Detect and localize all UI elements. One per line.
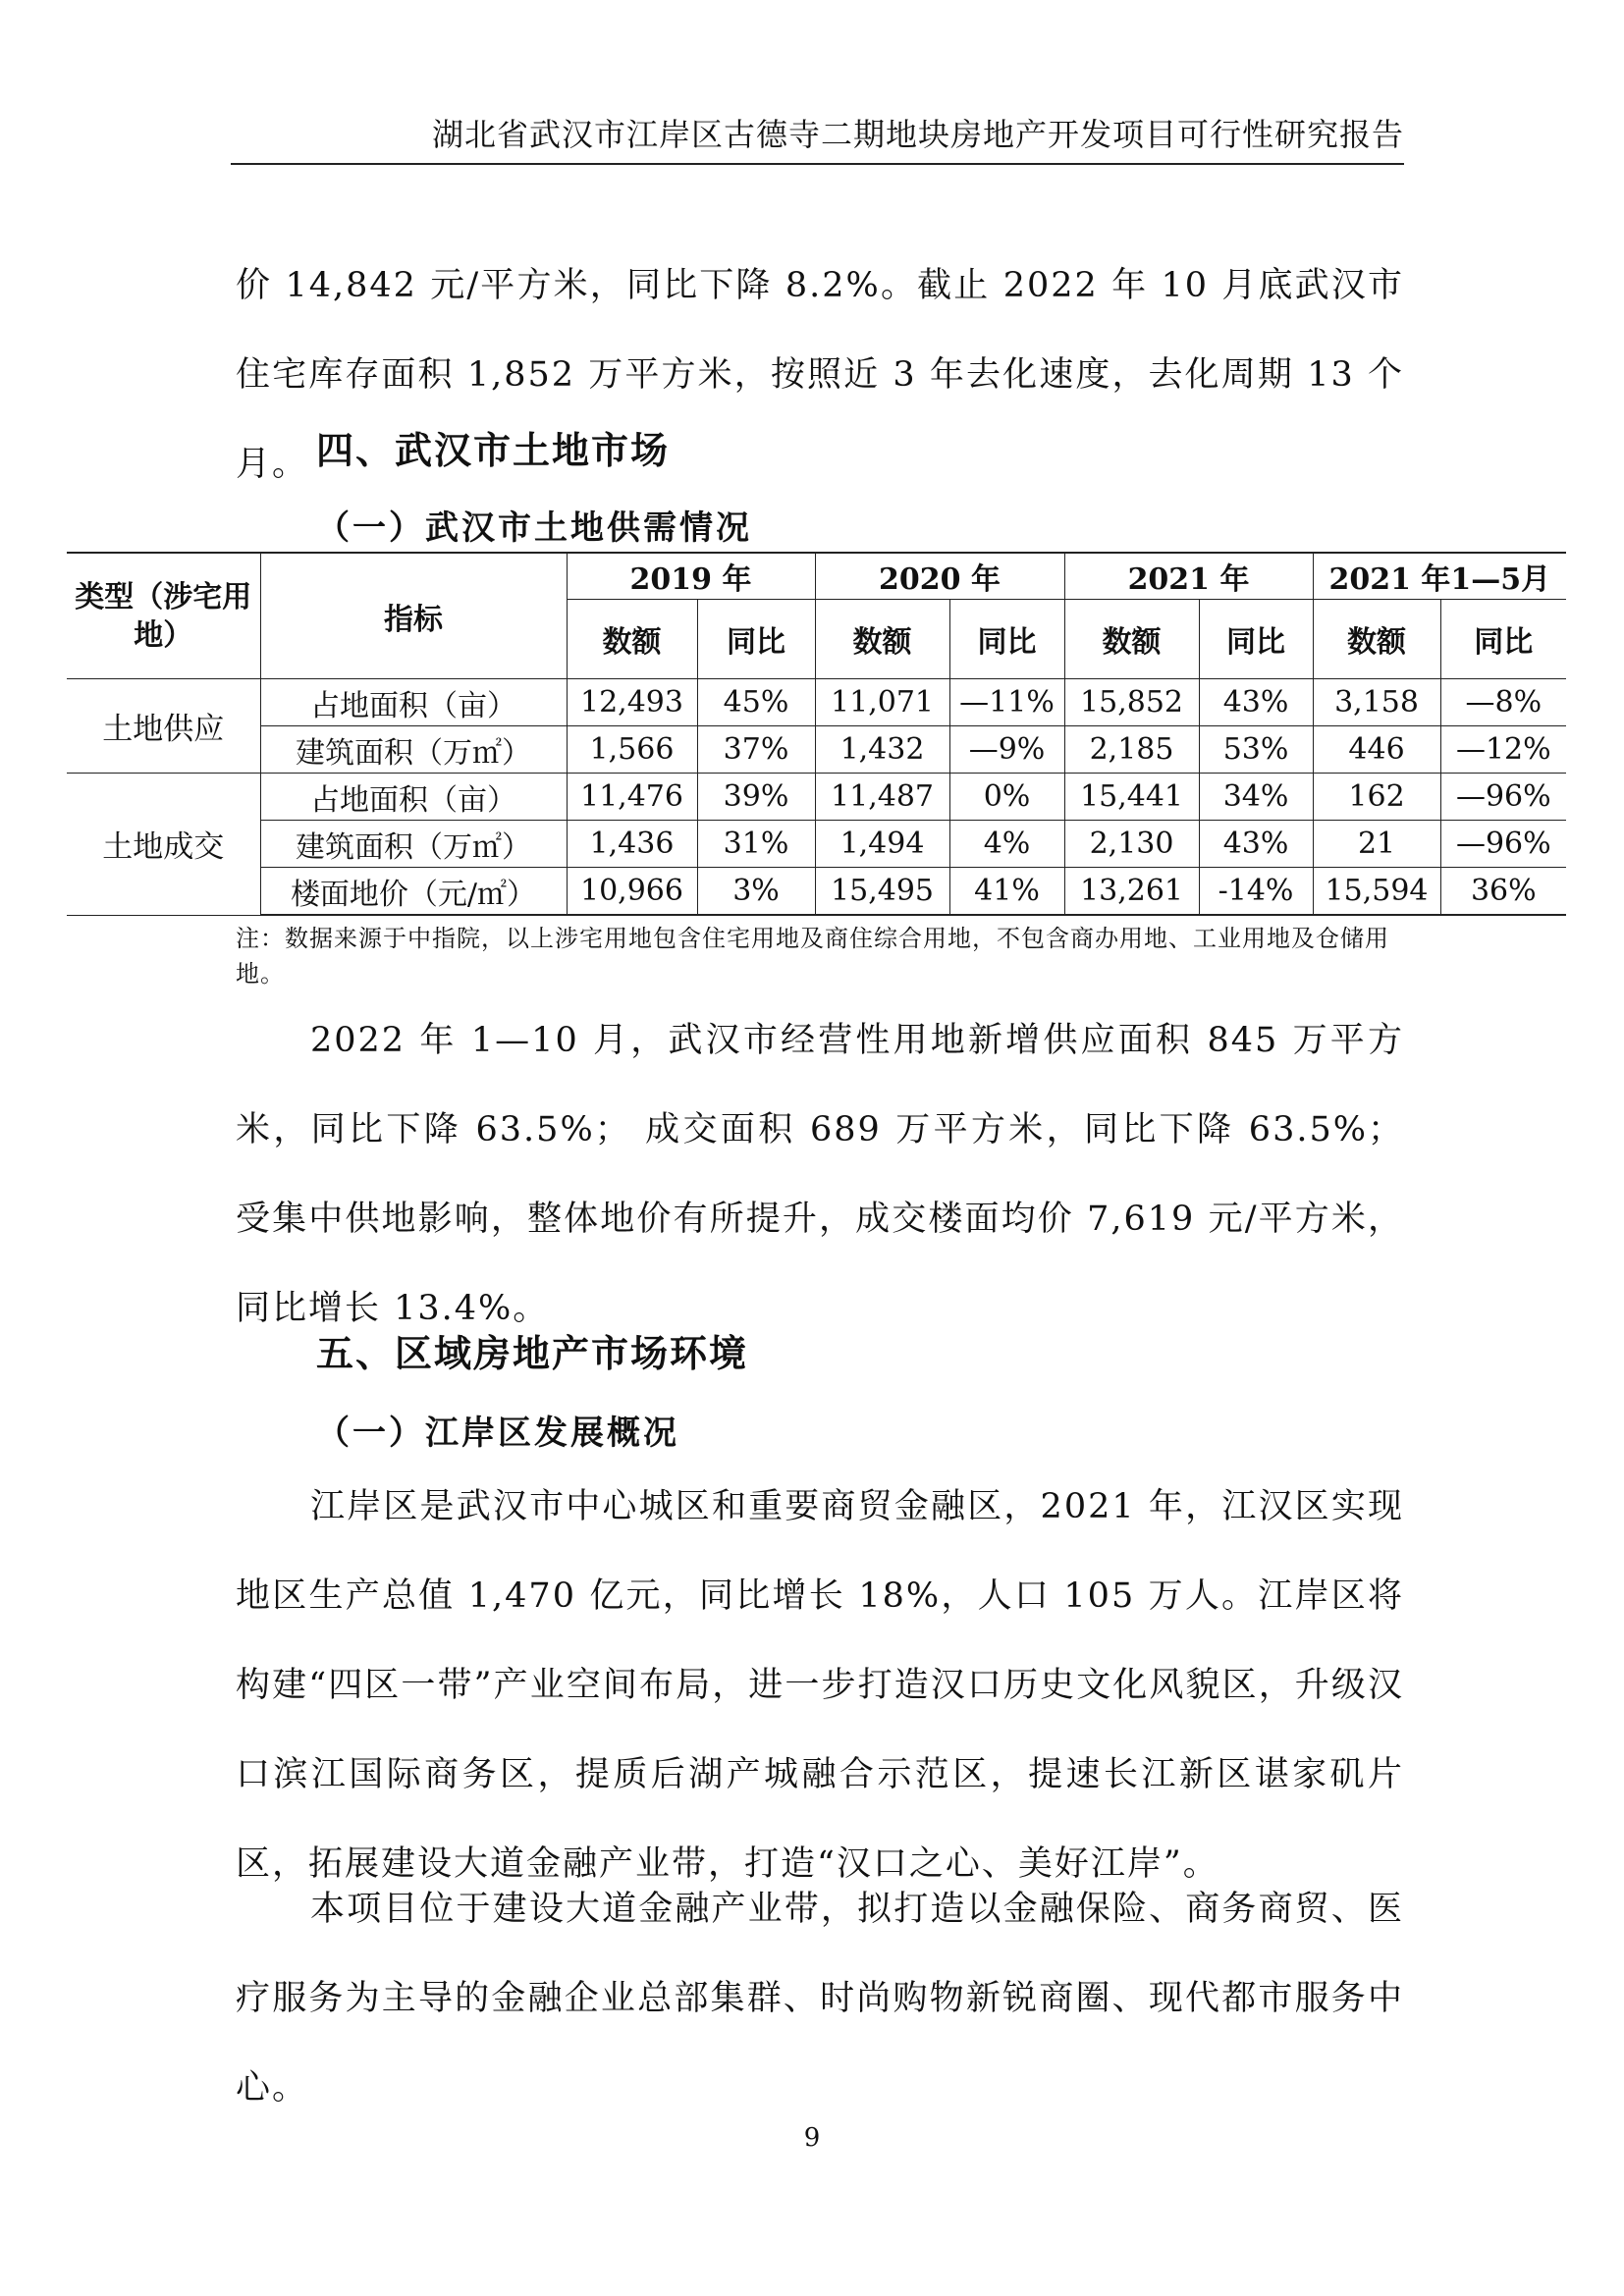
table-row [67, 726, 1566, 774]
paragraph-jiangan-district: 江岸区是武汉市中心城区和重要商贸金融区，2021 年，江汉区实现地区生产总值 1,470 亿元，同比增长 18%，人口 105 万人。江岸区将构建“四区一带”产业空间布局，进一步打造汉口历史文化风貌区，升级汉口滨江国际商务区，提质后湖产城融合示范区，提速长江新区谌家矶片区，拓展建设大道金融产业带，打造“汉口之心、美好江岸”。 [236, 1487, 1404, 1884]
document-header: 湖北省武汉市江岸区古德寺二期地块房地产开发项目可行性研究报告 [431, 116, 1404, 153]
heading-land-market: 四、武汉市土地市场 [316, 429, 671, 472]
table-cell: 41% [949, 868, 1064, 916]
table-cell: 12,493 [567, 679, 697, 726]
table-cell: 11,071 [815, 679, 949, 726]
table-cell: -14% [1199, 868, 1313, 916]
sub-header-amount: 数额 [567, 600, 697, 679]
heading-regional-market: 五、区域房地产市场环境 [316, 1332, 749, 1375]
period-header-2021-jan-may: 2021 年1—5月 [1313, 553, 1566, 600]
sub-header-amount: 数额 [815, 600, 949, 679]
table-cell: 1,436 [567, 821, 697, 868]
indicator-cell: 建筑面积（万㎡） [260, 726, 567, 774]
table-cell: 34% [1199, 774, 1313, 821]
table-cell: 13,261 [1064, 868, 1199, 916]
table-cell: 53% [1199, 726, 1313, 774]
table-header-row-periods [67, 553, 1566, 600]
table-cell: 39% [697, 774, 815, 821]
heading-jiangan-overview: （一）江岸区发展概况 [316, 1414, 679, 1453]
table-cell: 3% [697, 868, 815, 916]
type-column-header: 类型（涉宅用地） [67, 553, 260, 679]
table-cell: 162 [1313, 774, 1440, 821]
table-cell: 37% [697, 726, 815, 774]
table-cell: 10,966 [567, 868, 697, 916]
table-cell: 43% [1199, 821, 1313, 868]
table-cell: —12% [1440, 726, 1566, 774]
period-header-2021: 2021 年 [1064, 553, 1313, 600]
table-cell: 11,476 [567, 774, 697, 821]
paragraph-project-location: 本项目位于建设大道金融产业带，拟打造以金融保险、商务商贸、医疗服务为主导的金融企业总部集群、时尚购物新锐商圈、现代都市服务中心。 [236, 1890, 1404, 2108]
page-number: 9 [803, 2123, 821, 2153]
table-row [67, 774, 1566, 821]
table-cell: —11% [949, 679, 1064, 726]
table-cell: —8% [1440, 679, 1566, 726]
table-cell: 2,130 [1064, 821, 1199, 868]
header-divider [231, 163, 1404, 165]
table-cell: —96% [1440, 821, 1566, 868]
table-cell: 36% [1440, 868, 1566, 916]
table-cell: 3,158 [1313, 679, 1440, 726]
group-label-land-transaction: 土地成交 [67, 774, 260, 916]
table-cell: 15,594 [1313, 868, 1440, 916]
table-cell: 1,566 [567, 726, 697, 774]
table-cell: 4% [949, 821, 1064, 868]
table-source-note: 注：数据来源于中指院，以上涉宅用地包含住宅用地及商住综合用地，不包含商办用地、工业用地及仓储用地。 [236, 925, 1389, 988]
period-header-2020: 2020 年 [815, 553, 1064, 600]
table-cell: 15,495 [815, 868, 949, 916]
paragraph-land-supply-2022: 2022 年 1—10 月，武汉市经营性用地新增供应面积 845 万平方米，同比下降 63.5%； 成交面积 689 万平方米，同比下降 63.5%；受集中供地影响，整体地价有所提升，成交楼面均价 7,619 元/平方米，同比增长 13.4%。 [236, 1021, 1404, 1328]
table-row [67, 868, 1566, 916]
table-cell: 15,441 [1064, 774, 1199, 821]
table-cell: 1,432 [815, 726, 949, 774]
table-cell: 31% [697, 821, 815, 868]
land-supply-demand-table [67, 552, 1566, 916]
table-cell: 45% [697, 679, 815, 726]
indicator-cell: 建筑面积（万㎡） [260, 821, 567, 868]
table-cell: 21 [1313, 821, 1440, 868]
table-cell: 0% [949, 774, 1064, 821]
group-label-land-supply: 土地供应 [67, 679, 260, 774]
table-cell: 1,494 [815, 821, 949, 868]
table-cell: 446 [1313, 726, 1440, 774]
table-cell: 11,487 [815, 774, 949, 821]
sub-header-amount: 数额 [1313, 600, 1440, 679]
indicator-column-header: 指标 [260, 553, 567, 679]
heading-land-supply-demand: （一）武汉市土地供需情况 [316, 508, 752, 548]
paragraph-housing-price: 价 14,842 元/平方米，同比下降 8.2%。截止 2022 年 10 月底武汉市住宅库存面积 1,852 万平方米，按照近 3 年去化速度，去化周期 13 个月。 [236, 266, 1404, 484]
table-row [67, 679, 1566, 726]
sub-header-yoy: 同比 [1440, 600, 1566, 679]
period-header-2019: 2019 年 [567, 553, 815, 600]
table-row [67, 821, 1566, 868]
table-cell: —96% [1440, 774, 1566, 821]
table-cell: 2,185 [1064, 726, 1199, 774]
table-cell: 43% [1199, 679, 1313, 726]
indicator-cell: 楼面地价（元/㎡） [260, 868, 567, 916]
sub-header-yoy: 同比 [949, 600, 1064, 679]
indicator-cell: 占地面积（亩） [260, 774, 567, 821]
sub-header-yoy: 同比 [1199, 600, 1313, 679]
table-cell: —9% [949, 726, 1064, 774]
sub-header-yoy: 同比 [697, 600, 815, 679]
table-cell: 15,852 [1064, 679, 1199, 726]
sub-header-amount: 数额 [1064, 600, 1199, 679]
indicator-cell: 占地面积（亩） [260, 679, 567, 726]
